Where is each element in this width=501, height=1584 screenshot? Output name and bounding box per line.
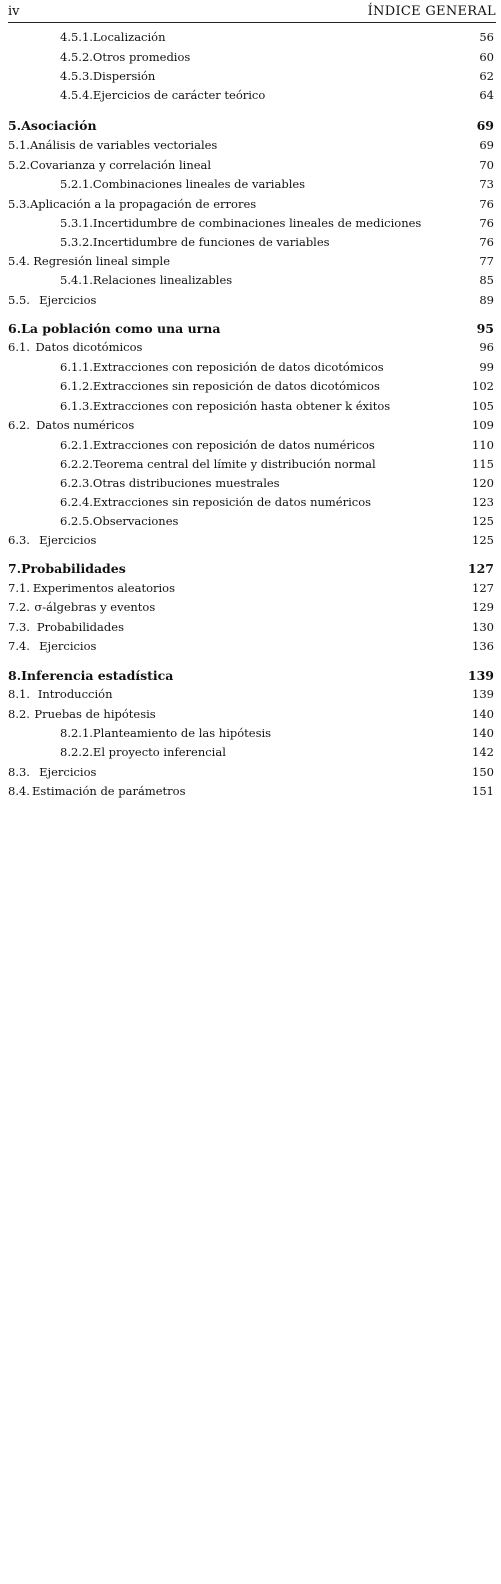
toc-page-number: 125 [472,533,494,547]
toc-page-number: 129 [472,600,494,614]
toc-entry-title: Extracciones sin reposición de datos numéricos [92,495,372,509]
toc-entry-title: Ejercicios [39,293,97,307]
toc-page-number: 142 [472,745,494,759]
toc-entry-number: 6.1.2. [60,379,93,393]
toc-entry-title: σ-álgebras y eventos [34,600,156,614]
toc-section-entry [8,784,494,1584]
toc-entry-number: 5.1. [8,138,30,152]
toc-entry-number: 5.2.1. [60,177,93,191]
toc-entry-title: Extracciones sin reposición de datos dicotómicos [92,379,380,393]
toc-entry-number: 5.3.1. [60,216,93,230]
toc-entry-title: Combinaciones lineales de variables [92,177,306,191]
toc-entry-number: 6.3. [8,533,30,547]
toc-entry-number: 8.2.1. [60,726,93,740]
toc-entry-number: 6.1.3. [60,399,93,413]
toc-entry-number: 5. [8,118,22,133]
toc-entry-title: Aplicación a la propagación de errores [29,197,257,211]
toc-page-number: 89 [479,293,494,307]
toc-entry-title: Incertidumbre de funciones de variables [92,235,330,249]
toc-page-number: 120 [472,476,494,490]
toc-entry-title: Otros promedios [92,50,191,64]
toc-entry-number: 6.2.2. [60,457,93,471]
toc-entry-number: 5.3.2. [60,235,93,249]
toc-entry-number: 6.2.5. [60,514,93,528]
toc-page-number: 69 [476,118,494,133]
toc-page-number: 73 [479,177,494,191]
toc-entry-title: Probabilidades [21,561,126,576]
toc-entry-number: 8.1. [8,687,30,701]
toc-entry-title: Análisis de variables vectoriales [29,138,218,152]
toc-entry-number: 8.4. [8,784,30,798]
toc-page-number: 110 [472,438,494,452]
toc-page-number: 130 [472,620,494,634]
toc-entry-number: 4.5.3. [60,69,93,83]
toc-page-number: 85 [479,273,494,287]
page-header [8,4,496,23]
toc-entry-number: 4.5.2. [60,50,93,64]
toc-page-number: 140 [472,726,494,740]
toc-page-number: 96 [479,340,494,354]
page-number: iv [8,4,20,19]
toc-page-number: 127 [467,561,494,576]
toc-page-number: 70 [479,158,494,172]
toc-entry-number: 5.3. [8,197,30,211]
toc-page-number: 69 [479,138,494,152]
toc-entry-number: 7.4. [8,639,30,653]
toc-entry-title: Otras distribuciones muestrales [92,476,280,490]
toc-entry-number: 6.1.1. [60,360,93,374]
toc-page-number: 60 [479,50,494,64]
toc-entry-title: La población como una urna [21,321,221,336]
toc-entry-title: Relaciones linealizables [92,273,233,287]
toc-entry-number: 8. [8,668,22,683]
toc-page-number: 151 [472,784,494,798]
toc-entry-title: Dispersión [92,69,156,83]
toc-page-number: 62 [479,69,494,83]
toc-entry-title: Incertidumbre de combinaciones lineales de mediciones [92,216,422,230]
toc-entry-title: Ejercicios [39,765,97,779]
toc-page-number: 125 [472,514,494,528]
toc-entry-number: 7.3. [8,620,30,634]
toc-page-number: 95 [476,321,494,336]
toc-entry-title: Datos numéricos [36,418,135,432]
toc-entry-number: 6. [8,321,22,336]
toc-entry-title: Ejercicios [39,533,97,547]
toc-page-number: 123 [472,495,494,509]
toc-page-number: 64 [479,88,494,102]
toc-page-number: 139 [472,687,494,701]
toc-page-number: 76 [479,216,494,230]
toc-entry-number: 7. [8,561,22,576]
toc-entry-title: El proyecto inferencial [92,745,226,759]
toc-page-number: 136 [472,639,494,653]
running-title: ÍNDICE GENERAL [367,4,496,19]
toc-entry-number: 5.2. [8,158,30,172]
toc-entry-number: 6.2.1. [60,438,93,452]
toc-page-number: 127 [472,581,494,595]
toc-entry-title: Ejercicios [39,639,97,653]
toc-entry-title: Probabilidades [36,620,124,634]
toc-entry-title: Pruebas de hipótesis [34,707,156,721]
toc-entry-number: 7.2. [8,600,30,614]
toc-page-number: 150 [472,765,494,779]
toc-entry-title: Introducción [37,687,113,701]
toc-page-number: 105 [472,399,494,413]
toc-page-number: 109 [472,418,494,432]
toc-page-number: 76 [479,235,494,249]
toc-entry-title: Datos dicotómicos [35,340,143,354]
toc-entry-number: 6.2. [8,418,30,432]
toc-entry-title: Extracciones con reposición de datos dicotómicos [92,360,384,374]
toc-entry-number: 6.1. [8,340,30,354]
toc-entry-title: Asociación [21,118,97,133]
toc-entry-title: Covarianza y correlación lineal [29,158,212,172]
toc-entry-number: 5.4. [8,254,30,268]
toc-page-number: 76 [479,197,494,211]
toc-entry-title: Inferencia estadística [21,668,174,683]
toc-page-number: 140 [472,707,494,721]
toc-entry-title: Localización [92,30,166,44]
toc-page-number: 139 [467,668,494,683]
toc-entry-title: Extracciones con reposición de datos numéricos [92,438,375,452]
toc-entry-number: 8.3. [8,765,30,779]
toc-entry-title: Experimentos aleatorios [32,581,176,595]
toc-entry-title: Observaciones [92,514,179,528]
toc-entry-number: 8.2. [8,707,30,721]
toc-page-number: 115 [472,457,494,471]
toc-entry-title: Estimación de parámetros [31,784,186,798]
toc-entry-title: Planteamiento de las hipótesis [92,726,272,740]
toc-entry-title: Regresión lineal simple [33,254,171,268]
toc-entry-title: Ejercicios de carácter teórico [92,88,266,102]
toc-entry-number: 6.2.4. [60,495,93,509]
toc-entry-title: Teorema central del límite y distribución normal [92,457,376,471]
toc-page-number: 99 [479,360,494,374]
toc-page-number: 56 [479,30,494,44]
toc-entry-number: 8.2.2. [60,745,93,759]
toc-entry-number: 7.1. [8,581,30,595]
toc-page-number: 77 [479,254,494,268]
toc-entry-number: 5.4.1. [60,273,93,287]
toc-entry-title: Extracciones con reposición hasta obtener k éxitos [92,399,391,413]
toc-entry-number: 4.5.4. [60,88,93,102]
toc-entry-number: 5.5. [8,293,30,307]
toc-entry-number: 6.2.3. [60,476,93,490]
toc-entry-number: 4.5.1. [60,30,93,44]
toc-page-number: 102 [472,379,494,393]
